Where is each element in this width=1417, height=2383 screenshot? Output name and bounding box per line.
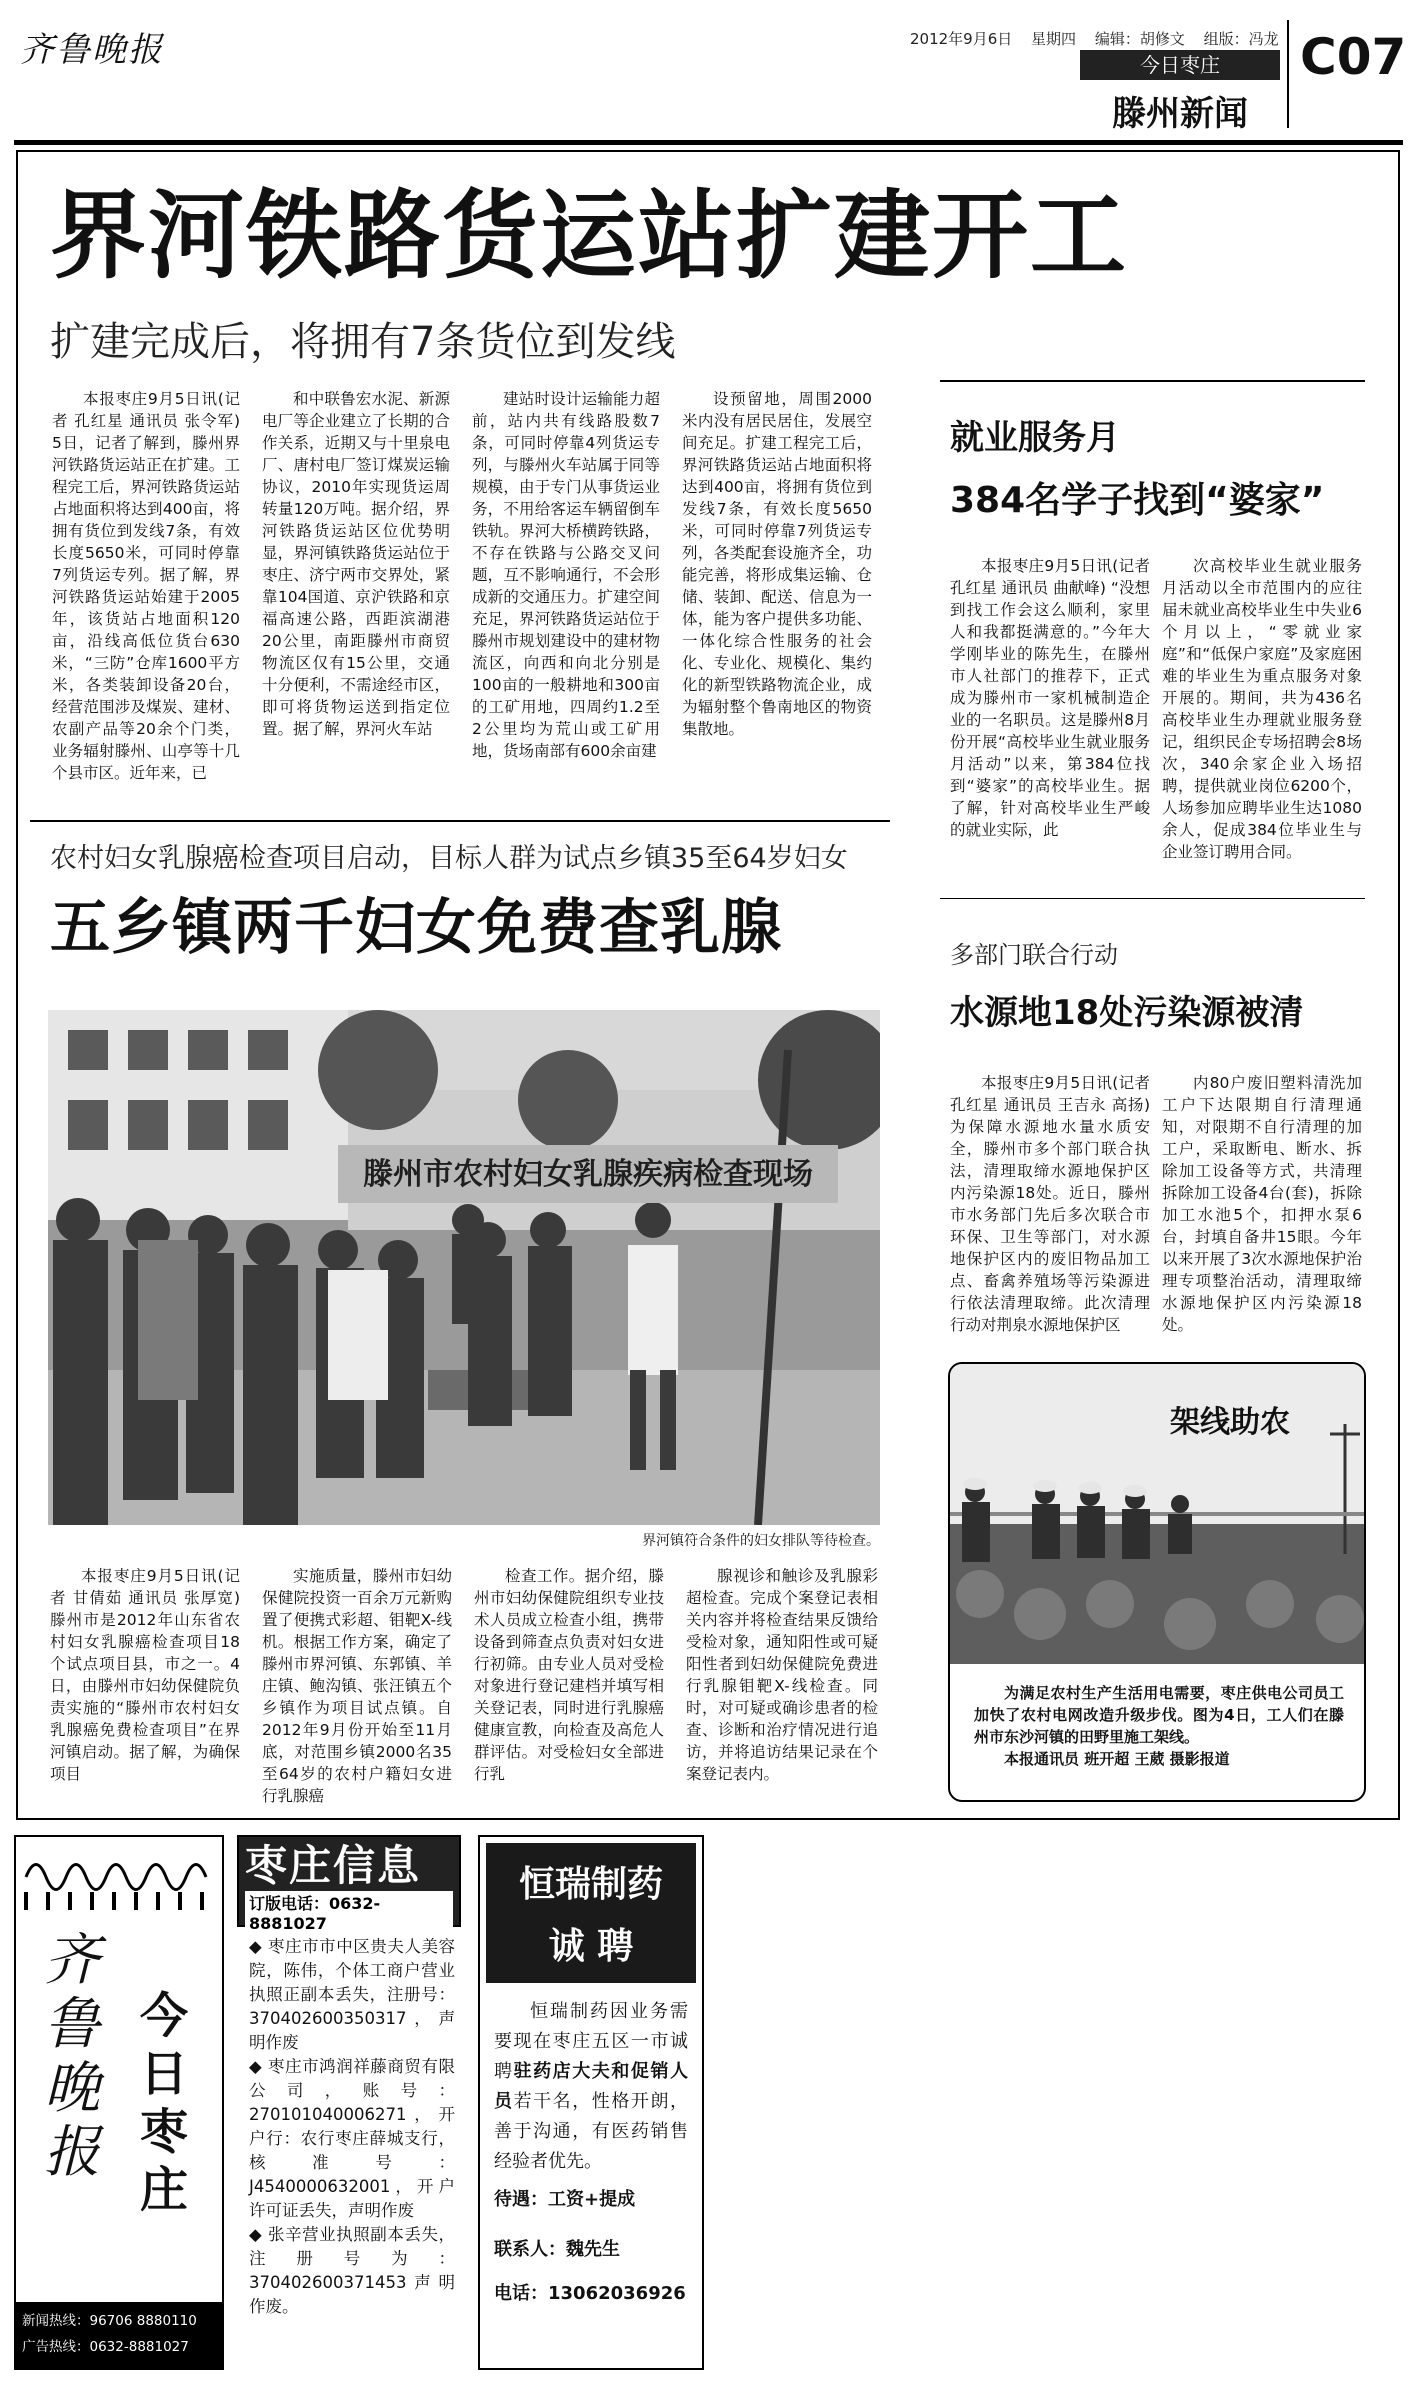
photo-news-credit: 本报通讯员 班开超 王葳 摄影报道 bbox=[1004, 1750, 1230, 1768]
ad-pharma-body-pre: 恒瑞制药因业务需要现在枣庄五区一市诚聘 bbox=[494, 2001, 688, 2082]
masthead-rule bbox=[14, 140, 1403, 145]
health-column-1-text: 本报枣庄9月5日讯(记者 甘倩茹 通讯员 张厚宽) 滕州市是2012年山东省农村妇女乳腺癌检查项目18个试点项目县，市之一。4日，由滕州市妇幼保健院负责实施的“滕州市农村妇女乳腺癌免费检查项目”在界河镇启动。据了解，为确保项目 bbox=[50, 1567, 240, 1783]
health-photo-illustration bbox=[48, 1010, 880, 1525]
ad-info-list bbox=[237, 1927, 461, 2319]
health-column-1 bbox=[50, 1565, 240, 1785]
ad-info-header bbox=[237, 1835, 461, 1933]
ad-pharma-title: 恒瑞制药 bbox=[518, 1864, 663, 1905]
ad-hotline: 广告热线：0632-8881027 bbox=[22, 2339, 189, 2355]
water-column-2 bbox=[1162, 1072, 1362, 1336]
photo-news-caption-text: 为满足农村生产生活用电需要，枣庄供电公司员工加快了农村电网改造升级步伐。图为4日，工人们在滕州市东沙河镇的田野里施工架线。 bbox=[974, 1684, 1344, 1746]
health-column-2 bbox=[262, 1565, 452, 1807]
ad-pharma-pay: 待遇：工资+提成 bbox=[494, 2189, 636, 2210]
photo-banner-text: 滕州市农村妇女乳腺疾病检查现场 bbox=[363, 1157, 813, 1192]
employment-kicker: 就业服务月 bbox=[950, 418, 1120, 458]
ad-info-title: 枣庄信息 bbox=[245, 1841, 422, 1890]
ad-pharma-body-bold: 驻药店大夫和促销人员 bbox=[494, 2061, 689, 2112]
issue-date: 2012年9月6日 bbox=[910, 30, 1013, 48]
ad-today-zaozhuang bbox=[14, 1835, 224, 2370]
ad-today-label: 今日枣庄 bbox=[139, 1988, 188, 2218]
water-title: 水源地18处污染源被清 bbox=[950, 993, 1304, 1033]
ad-hengrui-pharma bbox=[478, 1835, 704, 2370]
lead-column-3-text: 建站时设计运输能力超前，站内共有线路股数7条，可同时停靠4列货运专列，与滕州火车站属于同等规模，由于专门从事货运业务，不用给客运车辆留倒车铁轨。界河大桥横跨铁路，不存在铁路与公路交叉问题，互不影响通行，不会形成新的交通压力。扩建空间充足，界河铁路货运站位于滕州市规划建设中的建材物流区，向西和向北分别是100亩的一般耕地和300亩的工矿用地，四周约1.2至2公里均为荒山或工矿用地，货场南部有600余亩建 bbox=[472, 390, 660, 760]
lead-headline: 界河铁路货运站扩建开工 bbox=[50, 180, 1128, 292]
ad-zaozhuang-info bbox=[237, 1835, 461, 2370]
lead-column-1-text: 本报枣庄9月5日讯(记者 孔红星 通讯员 张令军) 5日，记者了解到，滕州界河铁路货运站正在扩建。工程完工后，界河铁路货运站占地面积将达到400亩，将拥有货位到发线7条，有效长度5650米，可同时停靠7列货运专列。据了解，界河铁路货运站始建于2005年，该货站占地面积120亩，沿线高低位货台630米，“三防”仓库1600平方米，各类装卸设备20台，经营范围涉及煤炭、建材、农副产品等20余个门类，业务辐射滕州、山亭等十几个县市区。近年来，已 bbox=[52, 390, 240, 782]
ad-pharma-body-post: 若干名，性格开朗，善于沟通，有医药销售经验者优先。 bbox=[494, 2091, 689, 2172]
lead-column-4-text: 设预留地，周围2000米内没有居民居住，发展空间充足。扩建工程完工后，界河铁路货运站占地面积将达到400亩，将拥有货位到发线7条，有效长度5650米，可同时停靠7列货运专列，各类配套设施齐全，功能完善，将形成集运输、仓储、装卸、配送、信息为一体，能为客户提供多功能、一体化综合性服务的社会化、专业化、规模化、集约化的新型铁路物流企业，成为辐射整个鲁南地区的物资集散地。 bbox=[682, 390, 872, 738]
employment-column-1 bbox=[950, 555, 1150, 841]
ad-info-item: ◆ 张辛营业执照副本丢失，注册号为：370402600371453声明作废。 bbox=[249, 2225, 455, 2316]
masthead-divider bbox=[1287, 20, 1289, 128]
employment-bottom-rule bbox=[940, 898, 1365, 899]
ad-info-item: ◆ 枣庄市市中区贵夫人美容院，陈伟，个体工商户营业执照正副本丢失，注册号：370402600350317，声明作废 bbox=[249, 1937, 455, 2052]
employment-column-1-text: 本报枣庄9月5日讯(记者 孔红星 通讯员 曲献峰) “没想到找工作会这么顺利，家里人和我都挺满意的。”今年大学刚毕业的陈先生，在滕州市人社部门的推荐下，正式成为滕州市一家机械制造企业的一名职员。这是滕州8月份开展“高校毕业生就业服务月活动”以来，第384位找到“婆家”的高校毕业生。据了解，针对高校毕业生严峻的就业实际，此 bbox=[950, 557, 1150, 839]
page-code: C07 bbox=[1300, 28, 1407, 86]
employment-title: 384名学子找到“婆家” bbox=[950, 480, 1325, 521]
lead-bottom-rule bbox=[30, 820, 890, 822]
issue-weekday: 星期四 bbox=[1031, 30, 1077, 48]
ad-today-hotlines bbox=[16, 2302, 222, 2368]
photo-news-caption bbox=[974, 1682, 1344, 1770]
health-column-2-text: 实施质量，滕州市妇幼保健院投资一百余万元新购置了便携式彩超、钼靶X-线机。根据工作方案，确定了滕州市界河镇、东郭镇、羊庄镇、鲍沟镇、张汪镇五个乡镇作为项目试点镇。自2012年9月份开始至11月底，对范围乡镇2000名35至64岁的农村户籍妇女进行乳腺癌 bbox=[262, 1567, 452, 1805]
issue-meta bbox=[910, 28, 1279, 49]
layout-editor: 组版：冯龙 bbox=[1203, 30, 1279, 48]
employment-top-rule bbox=[940, 380, 1365, 382]
health-photo bbox=[48, 1010, 880, 1525]
ad-pharma-contact: 联系人：魏先生 bbox=[494, 2239, 620, 2260]
ad-info-item: ◆ 枣庄市鸿润祥藤商贸有限公司，账号：270101040006271，开户行：农行枣庄薛城支行，核准号：J4540000632001，开户许可证丢失，声明作废 bbox=[249, 2057, 455, 2220]
news-hotline: 新闻热线：96706 8880110 bbox=[22, 2313, 197, 2329]
ad-pharma-tel: 电话：13062036926 bbox=[494, 2283, 686, 2304]
water-column-1 bbox=[950, 1072, 1150, 1336]
ad-pharma-subtitle: 诚 聘 bbox=[548, 1926, 634, 1967]
lead-subhead: 扩建完成后，将拥有7条货位到发线 bbox=[50, 319, 676, 365]
ad-today-ornament bbox=[16, 1837, 222, 1917]
lead-column-3 bbox=[472, 388, 660, 762]
employment-column-2 bbox=[1162, 555, 1362, 863]
water-column-1-text: 本报枣庄9月5日讯(记者 孔红星 通讯员 王吉永 高扬) 为保障水源地水量水质安全，滕州市多个部门联合执法，清理取缔水源地保护区内污染源18处。近日，滕州市水务部门先后多次联合市环保、卫生等部门，对水源地保护区内的废旧物品加工点、畜禽养殖场等污染源进行依法清理取缔。此次清理行动对荆泉水源地保护区 bbox=[950, 1074, 1150, 1334]
health-headline: 五乡镇两千妇女免费查乳腺 bbox=[50, 893, 782, 963]
editor: 编辑：胡修文 bbox=[1094, 30, 1185, 48]
ad-today-logo: 齐鲁晚报 bbox=[44, 1928, 100, 2185]
health-column-3 bbox=[474, 1565, 664, 1785]
health-deck: 农村妇女乳腺癌检查项目启动，目标人群为试点乡镇35至64岁妇女 bbox=[50, 843, 848, 874]
lead-column-4 bbox=[682, 388, 872, 740]
section-title: 滕州新闻 bbox=[1112, 94, 1248, 134]
paper-logo: 齐鲁晚报 bbox=[20, 30, 164, 70]
photo-news-title: 架线助农 bbox=[1170, 1405, 1290, 1440]
water-column-2-text: 内80户废旧塑料清洗加工户下达限期自行清理通知，对限期不自行清理的加工户，采取断电、断水、拆除加工设备等方式，共清理拆除加工设备4台(套)，拆除加工水池5个，扣押水泵6台，封填自备井15眼。今年以来开展了3次水源地保护治理专项整治活动，清理取缔水源地保护区内污染源18处。 bbox=[1162, 1074, 1362, 1334]
health-column-3-text: 检查工作。据介绍，滕州市妇幼保健院组织专业技术人员成立检查小组，携带设备到筛查点负责对妇女进行初筛。由专业人员对受检对象进行登记建档并填写相关登记表，同时进行乳腺癌健康宣教，向检查及高危人群评估。对受检妇女全部进行乳 bbox=[474, 1567, 664, 1783]
water-kicker: 多部门联合行动 bbox=[950, 941, 1118, 969]
employment-column-2-text: 次高校毕业生就业服务月活动以全市范围内的应往届未就业高校毕业生中失业6个月以上，“零就业家庭”和“低保户家庭”及家庭困难的毕业生为重点服务对象开展的。期间，共为436名高校毕业生办理就业服务登记，组织民企专场招聘会8场次，340余家企业入场招聘，提供就业岗位6200个，人场参加应聘毕业生达1080余人，促成384位毕业生与企业签订聘用合同。 bbox=[1162, 557, 1362, 861]
photo-news-box bbox=[948, 1362, 1366, 1802]
ad-info-phone: 订版电话：0632-8881027 bbox=[245, 1891, 453, 1933]
lead-column-2-text: 和中联鲁宏水泥、新源电厂等企业建立了长期的合作关系，近期又与十里泉电厂、唐村电厂签订煤炭运输协议，2010年实现货运周转量120万吨。据介绍，界河铁路货运站区位优势明显，界河镇铁路货运站位于枣庄、济宁两市交界处，紧靠104国道、京沪铁路和京福高速公路，西距滨湖港20公里，南距滕州市商贸物流区仅有15公里，交通十分便利，不需途经市区，即可将货物运送到指定位置。据了解，界河火车站 bbox=[262, 390, 450, 738]
photo-news-illustration bbox=[950, 1364, 1364, 1664]
ad-pharma-body bbox=[480, 1989, 702, 2177]
edition-tag: 今日枣庄 bbox=[1080, 50, 1280, 80]
health-column-4-text: 腺视诊和触诊及乳腺彩超检查。完成个案登记表相关内容并将检查结果反馈给受检对象，通知阳性或可疑阳性者到妇幼保健院免费进行乳腺钼靶X-线检查。同时，对可疑或确诊患者的检查、诊断和治疗情况进行追访，并将追访结果记录在个案登记表内。 bbox=[686, 1567, 878, 1783]
lead-column-1 bbox=[52, 388, 240, 784]
ad-pharma-details bbox=[480, 2177, 702, 2311]
lead-column-2 bbox=[262, 388, 450, 740]
health-column-4 bbox=[686, 1565, 878, 1785]
ad-pharma-header bbox=[486, 1843, 696, 1983]
health-photo-caption: 界河镇符合条件的妇女排队等待检查。 bbox=[642, 1533, 880, 1549]
